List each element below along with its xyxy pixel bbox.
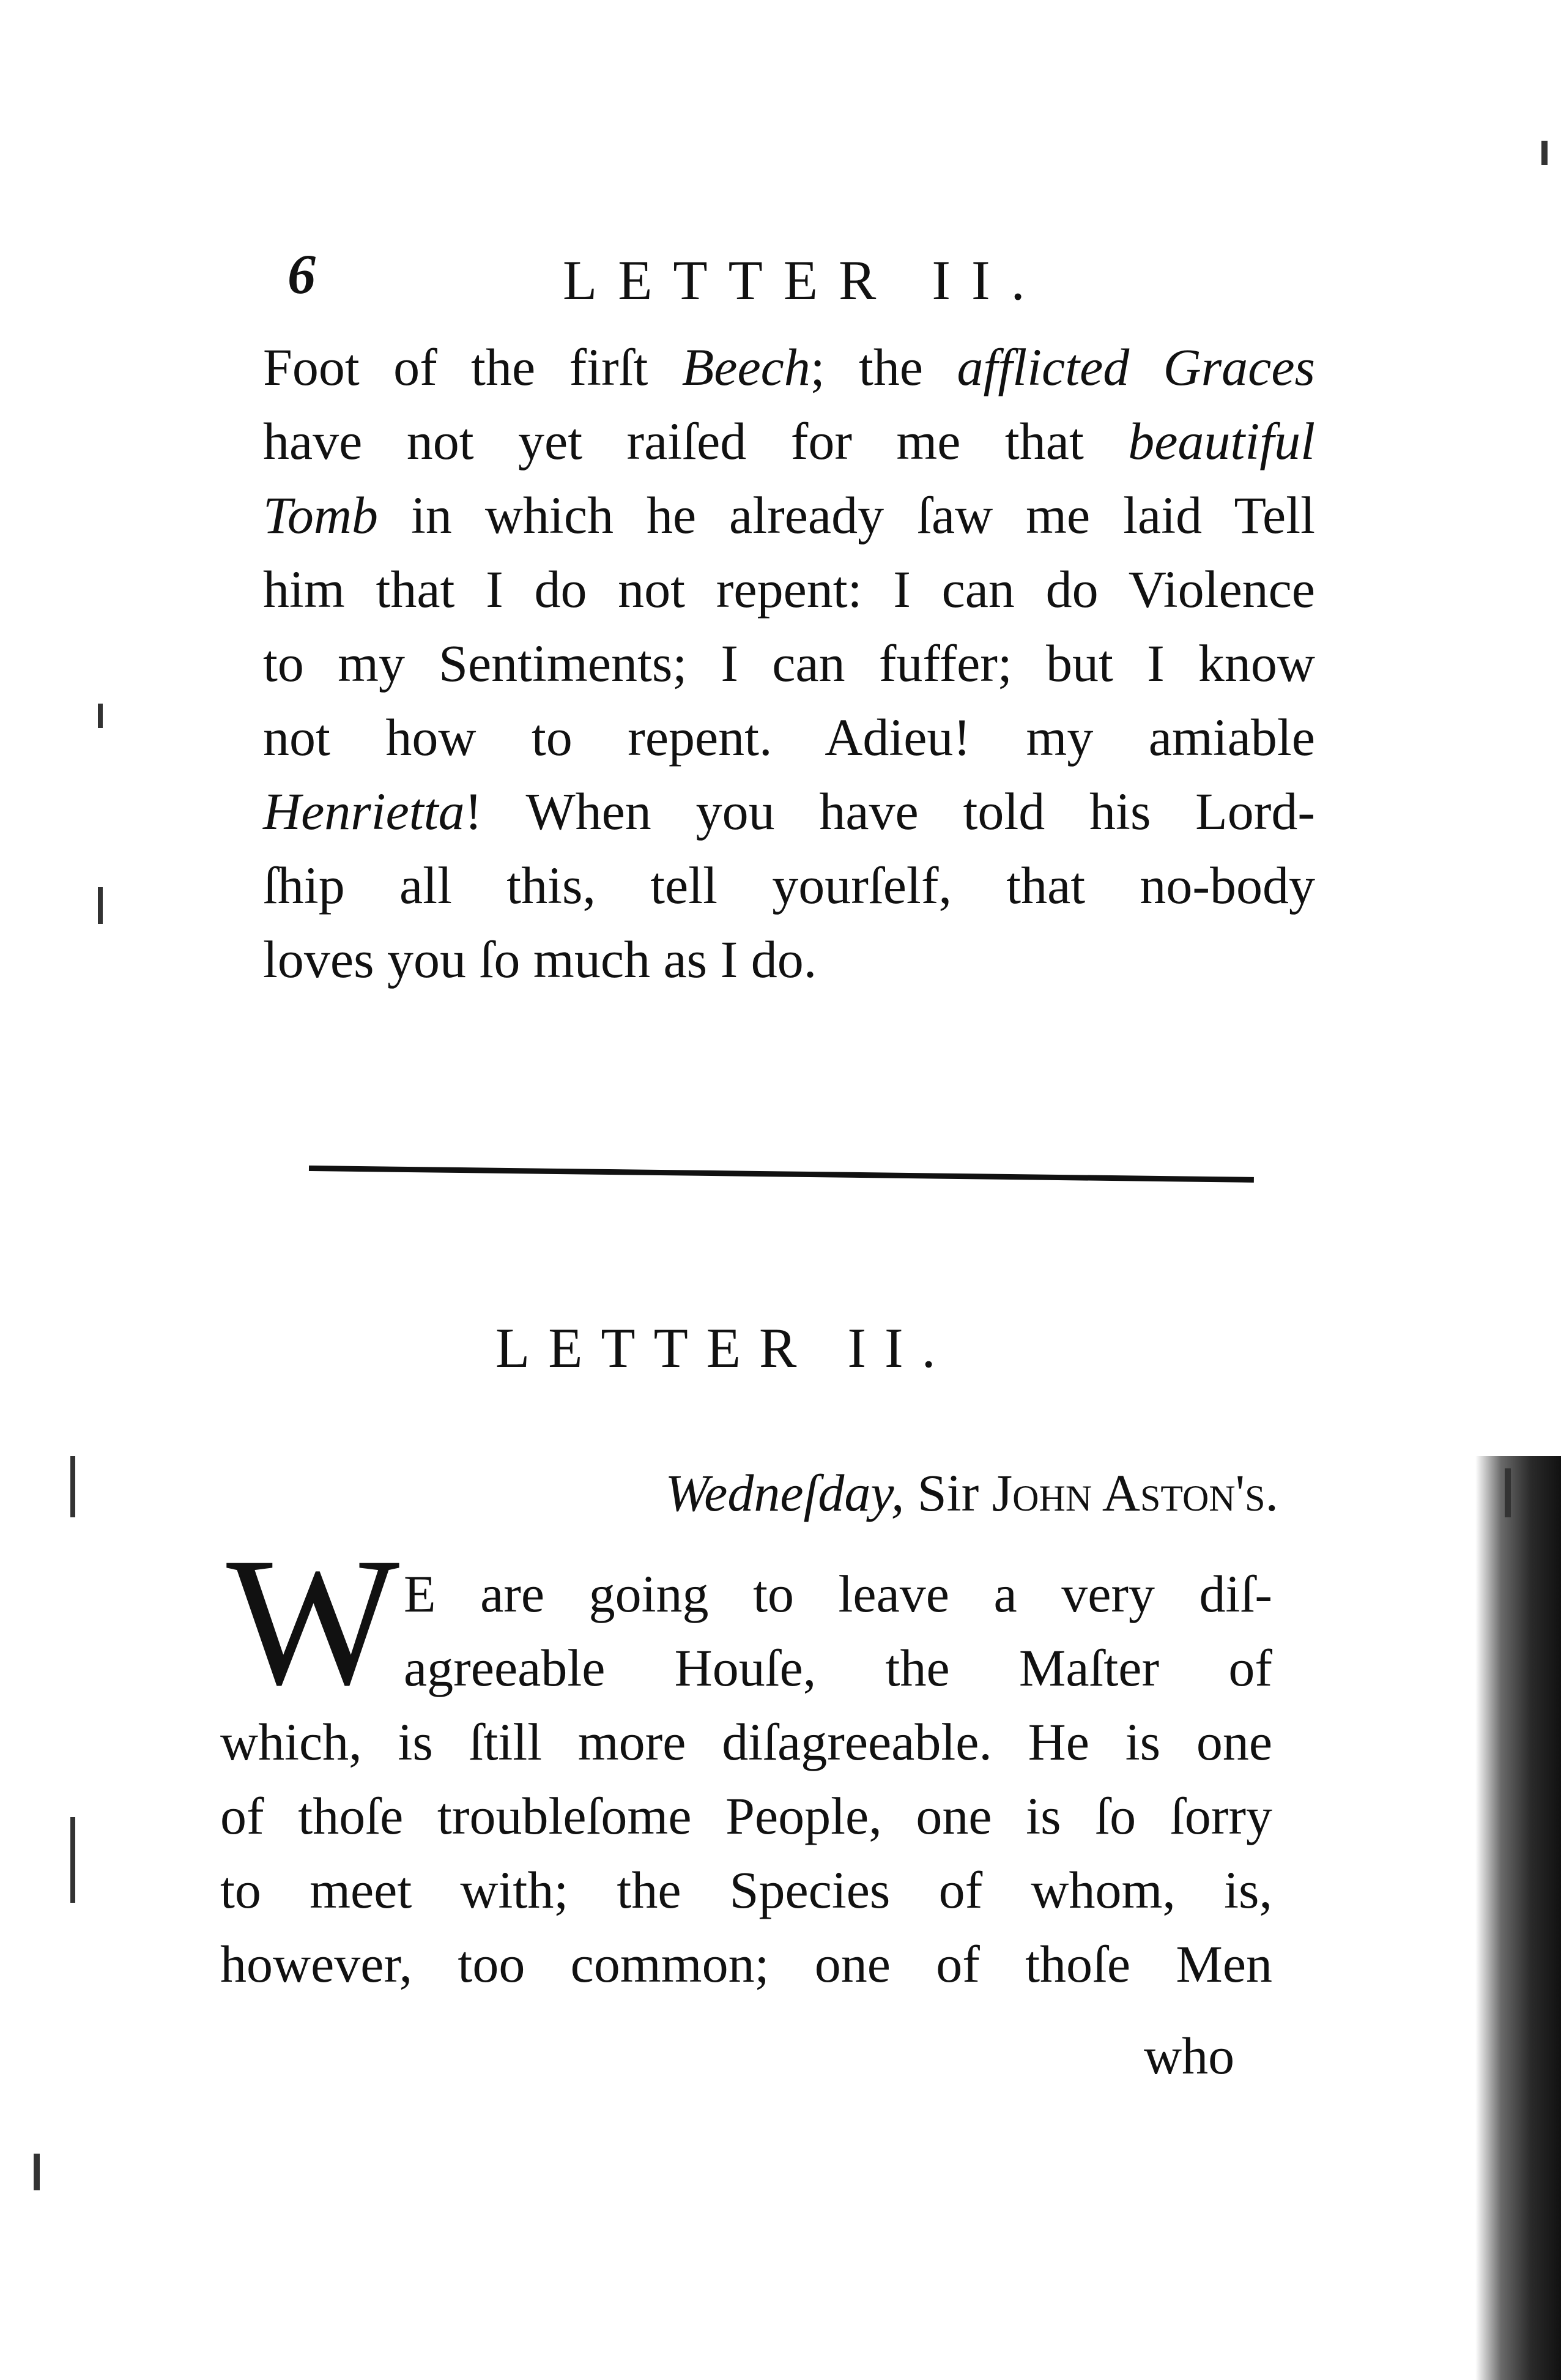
passage-line: to meet with; the Species of whom, is,	[220, 1861, 1272, 1919]
dateline	[514, 1462, 1278, 1523]
passage-line: have not yet raiſed for me that beautiful	[263, 412, 1315, 470]
passage-line: him that I do not repent: I can do Violence	[263, 560, 1315, 619]
passage-line: E are going to leave a very diſ-	[404, 1564, 1272, 1623]
passage-line: ſhip all this, tell yourſelf, that no-body	[263, 856, 1315, 915]
passage-line: of thoſe troubleſome People, one is ſo ſorry	[220, 1787, 1272, 1845]
margin-speck	[1505, 1468, 1511, 1517]
margin-speck	[70, 1817, 75, 1903]
letter-heading: LETTER II.	[495, 1317, 954, 1379]
second-passage	[220, 1557, 1272, 2001]
margin-speck	[70, 1456, 75, 1517]
passage-line: loves you ſo much as I do.	[263, 930, 817, 989]
scan-edge-shadow	[1475, 1456, 1561, 2380]
margin-speck	[34, 2154, 40, 2190]
running-head-title: LETTER II.	[563, 249, 1046, 311]
catchword: who	[1144, 2026, 1235, 2085]
passage-line: however, too common; one of thoſe Men	[220, 1935, 1272, 1993]
dateline-day: Wedneſday,	[665, 1463, 905, 1522]
passage-line: Tomb in which he already ſaw me laid Tell	[263, 486, 1315, 545]
page-number: 6	[287, 243, 316, 305]
passage-line: to my Sentiments; I can fuffer; but I know	[263, 634, 1315, 693]
passage-line: not how to repent. Adieu! my amiable	[263, 708, 1315, 767]
section-divider-rule	[309, 1166, 1254, 1183]
running-head	[287, 242, 1327, 327]
dateline-place: John Aston's.	[992, 1463, 1278, 1522]
passage-line: agreeable Houſe, the Maſter of	[404, 1638, 1272, 1697]
margin-speck	[98, 887, 103, 924]
passage-line: Foot of the firſt Beech; the afflicted Graces	[263, 338, 1315, 396]
first-passage	[263, 330, 1315, 997]
passage-line: which, is ſtill more diſagreeable. He is one	[220, 1712, 1272, 1771]
passage-line: Henrietta! When you have told his Lord-	[263, 782, 1315, 841]
margin-speck	[1541, 141, 1548, 165]
margin-speck	[98, 704, 103, 728]
drop-cap: W	[226, 1520, 400, 1723]
dateline-prefix: Sir	[917, 1463, 992, 1522]
